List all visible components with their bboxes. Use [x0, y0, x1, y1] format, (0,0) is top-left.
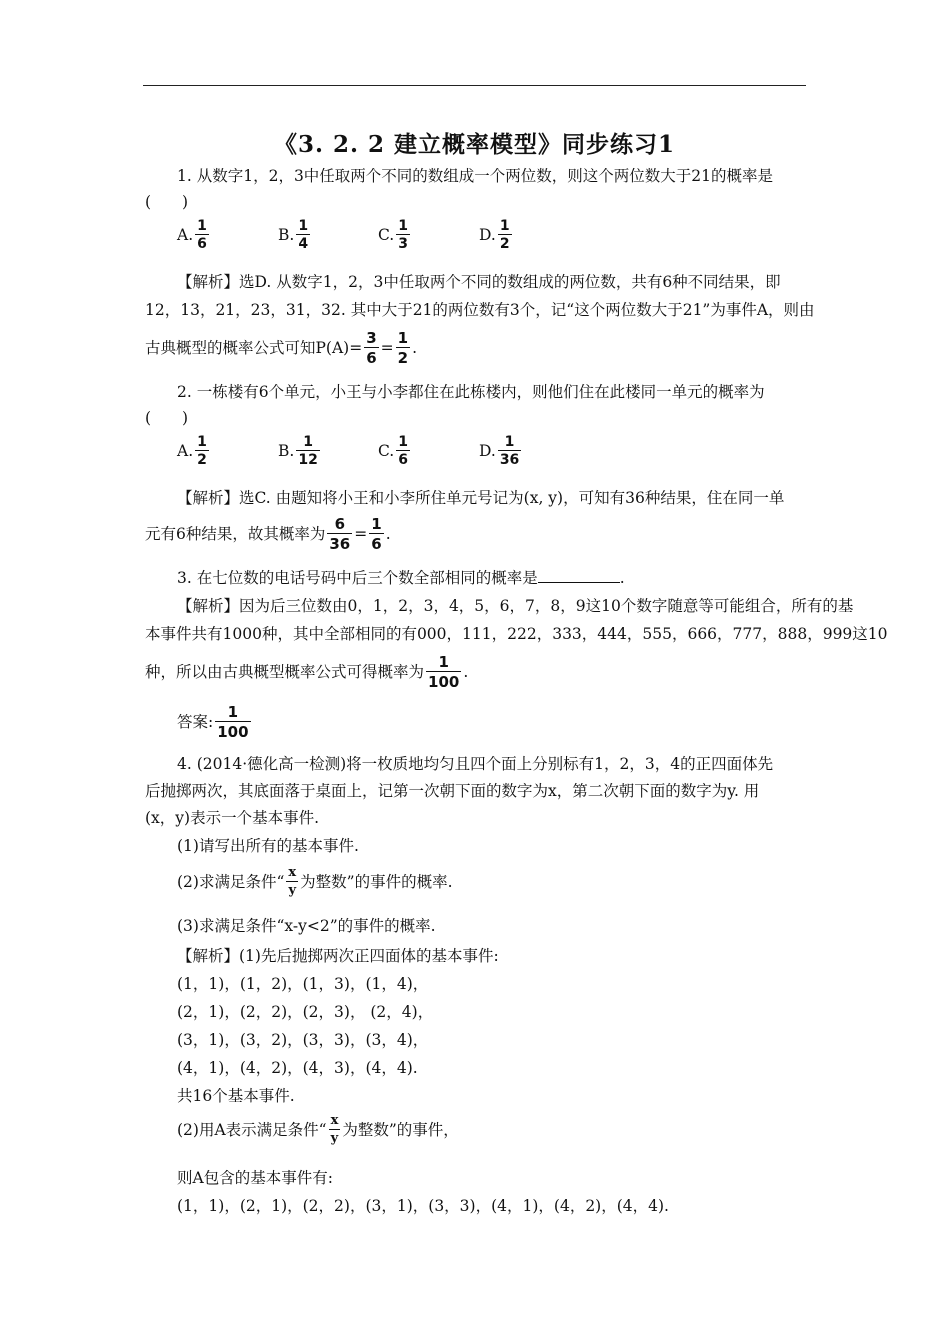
fraction: $\frac{6}{36}$ [329, 515, 351, 553]
fraction: $\frac{x}{y}$ [288, 865, 297, 898]
q4-part2-line3: (1，1)，(2，1)，(2，2)，(3，1)，(3，3)，(4，1)，(4，2)，(4，4). [177, 1197, 669, 1215]
page-title: 《3. 2. 2 建立概率模型》同步练习1 [273, 131, 676, 158]
q2-option-d [479, 434, 523, 468]
q3-answer: 答案: $\frac{1}{100}$ [177, 703, 249, 741]
q1-analysis-line2: 12，13，21，23，31，32. 其中大于21的两位数有3个，记“这个两位数大于21”为事件A，则由 [145, 301, 815, 319]
option-label: D. [479, 442, 496, 460]
q4-sub3: (3)求满足条件“x-y<2”的事件的概率. [177, 917, 436, 935]
q2-analysis-line2: 元有6种结果，故其概率为 $\frac{6}{36}$ = $\frac{1}{6}$ . [145, 515, 391, 553]
q4-row: (4，1)，(4，2)，(4，3)，(4，4). [177, 1059, 418, 1077]
q4-stem-line1: 4. (2014·德化高一检测)将一枚质地均匀且四个面上分别标有1，2，3，4的正四面体先 [177, 755, 774, 773]
q2-option-b [278, 434, 322, 468]
q4-part2: (2)用A表示满足条件“ $\frac{x}{y}$ 为整数”的事件， [177, 1113, 459, 1146]
q1-analysis-line3: 古典概型的概率公式可知P(A)= $\frac{3}{6}$ = $\frac{1}{2}$ . [145, 329, 418, 367]
q4-row: (2，1)，(2，2)，(2，3)， (2，4)， [177, 1003, 434, 1021]
q3-stem: 3. 在七位数的电话号码中后三个数全部相同的概率是 . [177, 569, 625, 587]
option-fraction: $\frac{1}{3}$ [398, 218, 408, 252]
q3-analysis-line1: 【解析】因为后三位数由0，1，2，3，4，5，6，7，8，9这10个数字随意等可能组合，所有的基 [177, 597, 854, 615]
q1-option-c [378, 218, 412, 252]
fraction: $\frac{1}{100}$ [428, 653, 460, 691]
q1-analysis-line1: 【解析】选D. 从数字1，2，3中任取两个不同的数组成的两位数，共有6种不同结果，即 [177, 273, 781, 291]
option-label: C. [378, 442, 395, 460]
option-fraction: $\frac{1}{12}$ [298, 434, 318, 468]
option-label: D. [479, 226, 496, 244]
fraction: $\frac{1}{100}$ [217, 703, 249, 741]
fraction: $\frac{1}{2}$ [397, 329, 409, 367]
fraction: $\frac{x}{y}$ [330, 1113, 339, 1146]
q2-analysis-line1: 【解析】选C. 由题知将小王和小李所住单元号记为(x, y)，可知有36种结果，住在同一单 [177, 489, 785, 507]
q2-stem-line1: 2. 一栋楼有6个单元，小王与小李都住在此栋楼内，则他们住在此楼同一单元的概率为 [177, 383, 765, 401]
q1-option-a [177, 218, 211, 252]
option-label: A. [177, 442, 194, 460]
q4-row: (3，1)，(3，2)，(3，3)，(3，4)， [177, 1031, 429, 1049]
q4-analysis-line1: 【解析】(1)先后抛掷两次正四面体的基本事件: [177, 947, 499, 965]
q1-stem-line2: ( ) [145, 193, 189, 211]
q2-option-c [378, 434, 412, 468]
q3-analysis-line2: 本事件共有1000种，其中全部相同的有000，111，222，333，444，555，666，777，888，999这10 [145, 625, 888, 643]
q4-part2-line2: 则A包含的基本事件有: [177, 1169, 333, 1187]
option-fraction: $\frac{1}{4}$ [298, 218, 309, 252]
q2-option-a [177, 434, 211, 468]
q4-sub2: (2)求满足条件“ $\frac{x}{y}$ 为整数”的事件的概率. [177, 865, 453, 898]
fraction: $\frac{1}{6}$ [371, 515, 382, 553]
fraction: $\frac{3}{6}$ [366, 329, 377, 367]
option-fraction: $\frac{1}{6}$ [398, 434, 408, 468]
q2-stem-line2: ( ) [145, 409, 189, 427]
q4-stem-line3: (x，y)表示一个基本事件. [145, 809, 320, 827]
q1-stem-line1: 1. 从数字1，2，3中任取两个不同的数组成一个两位数，则这个两位数大于21的概率是 [177, 167, 774, 185]
option-label: B. [278, 442, 295, 460]
option-label: B. [278, 226, 295, 244]
q3-analysis-line3: 种，所以由古典概型概率公式可得概率为 $\frac{1}{100}$ . [145, 653, 469, 691]
option-label: A. [177, 226, 194, 244]
option-label: C. [378, 226, 395, 244]
answer-blank [538, 568, 620, 583]
q1-option-d [479, 218, 514, 252]
header-rule [143, 85, 806, 86]
option-fraction: $\frac{1}{2}$ [499, 218, 510, 252]
q4-sub1: (1)请写出所有的基本事件. [177, 837, 359, 855]
q4-stem-line2: 后抛掷两次，其底面落于桌面上，记第一次朝下面的数字为x，第二次朝下面的数字为y. 用 [145, 782, 760, 800]
q1-option-b [278, 218, 312, 252]
option-fraction: $\frac{1}{36}$ [499, 434, 520, 468]
q4-row: (1，1)，(1，2)，(1，3)，(1，4)， [177, 975, 429, 993]
option-fraction: $\frac{1}{6}$ [197, 218, 207, 252]
q4-total: 共16个基本事件. [177, 1087, 295, 1105]
option-fraction: $\frac{1}{2}$ [197, 434, 207, 468]
